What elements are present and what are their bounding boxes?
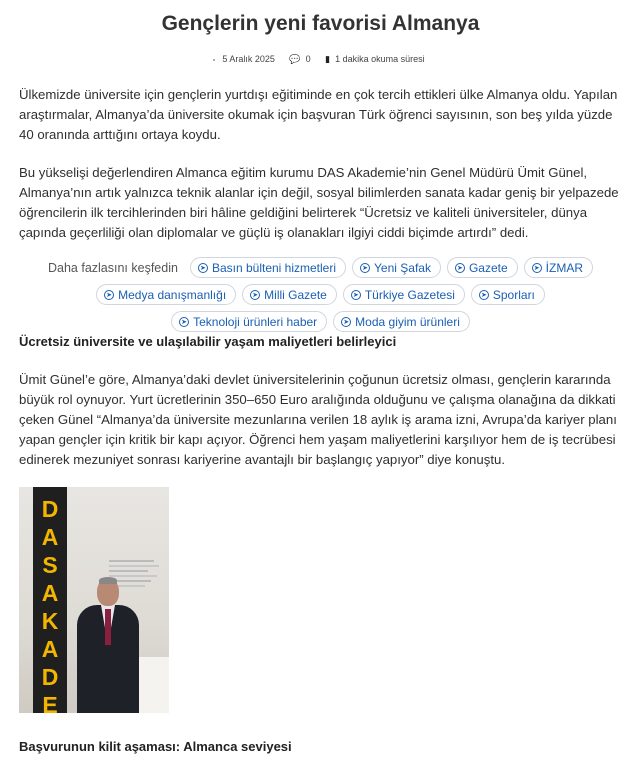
chip-link[interactable]: ➤ İZMAR — [524, 257, 593, 278]
article-date: 5 Aralık 2025 — [222, 54, 275, 64]
article-title: Gençlerin yeni favorisi Almanya — [161, 12, 480, 35]
dot-icon — [213, 59, 215, 61]
comment-count: 0 — [305, 54, 311, 64]
photo-sign-letter: S — [42, 552, 58, 578]
photo-sign-letter: D — [41, 664, 59, 690]
chip-link[interactable]: ➤ Medya danışmanlığı — [96, 284, 236, 305]
paragraph-intro: Ülkemizde üniversite için gençlerin yurtdışı eğitiminde en çok tercih ettikleri ülke Almanya oldu. Yapılan araştırmalar, Almanya’da üniversite okumak için başvuran Türk öğrenci sayısının, son beş yılda yüzde 40 oranında arttığını ortaya koydu. — [19, 87, 618, 142]
arrow-circle-icon: ➤ — [341, 317, 351, 327]
arrow-circle-icon: ➤ — [360, 263, 370, 273]
section-heading: Ücretsiz üniversite ve ulaşılabilir yaşam maliyetleri belirleyici — [19, 334, 397, 349]
discover-label: Daha fazlasını keşfedin — [48, 260, 178, 275]
photo-sign-letter: A — [41, 636, 59, 662]
section-heading-2: Başvurunun kilit aşaması: Almanca seviyesi — [19, 739, 292, 754]
discover-more — [0, 257, 641, 338]
chip-link[interactable]: ➤ Yeni Şafak — [352, 257, 441, 278]
comment-icon: 💬 — [289, 54, 301, 64]
chip-link[interactable]: ➤ Gazete — [447, 257, 518, 278]
article-meta — [0, 54, 641, 65]
comments-link[interactable] — [286, 54, 313, 64]
arrow-circle-icon: ➤ — [351, 290, 361, 300]
photo-sign-letter: A — [41, 524, 59, 550]
read-time-item — [322, 54, 428, 64]
chip-link[interactable]: ➤ Sporları — [471, 284, 545, 305]
paragraph-costs: Ümit Günel’e göre, Almanya’daki devlet üniversitelerinin çoğunun ücretsiz olması, gençlerin kararında büyük rol oynuyor. Yurt ücretlerinin 350–650 Euro aralığında olduğunu ve çalışma olanağına da dikkati çeken Günel “Almanya’da üniversite mezunlarına verilen 18 aylık iş arama izni, Avrupa’da kariyer planı yapan gençler için kritik bir kapı açıyor. Öğrenci hem yaşam maliyetlerini karşılıyor hem de iş tecrübesi edinerek mezuniyet sonrası kariyerine avantajlı bir başlangıç yapıyor” diye konuştu. — [19, 372, 617, 467]
arrow-circle-icon: ➤ — [198, 263, 208, 273]
photo-sign-letter: A — [41, 580, 59, 606]
photo-hair — [99, 577, 117, 584]
bookmark-icon: ▮ — [325, 54, 331, 64]
arrow-circle-icon: ➤ — [532, 263, 542, 273]
chip-link[interactable]: ➤ Basın bülteni hizmetleri — [190, 257, 346, 278]
photo-sign-letter: D — [41, 496, 59, 522]
chip-link[interactable]: ➤ Teknoloji ürünleri haber — [171, 311, 327, 332]
photo-sign-letters — [35, 495, 65, 713]
photo-tie — [105, 609, 111, 645]
arrow-circle-icon: ➤ — [479, 290, 489, 300]
paragraph-quote: Bu yükselişi değerlendiren Almanca eğitim kurumu DAS Akademie’nin Genel Müdürü Ümit Günel, Almanya’nın artık yalnızca teknik alanlar için değil, sosyal bilimlerden sanata kadar geniş bir yelpazede öğrencilerin ilk tercihlerinden biri hâline geldiğini belirterek “Ücretsiz ve kaliteli üniversiteler, dünya çapında geçerliliği olan diplomalar ve güçlü iş olanakları ilgiyi ciddi biçimde artırdı” dedi. — [19, 165, 619, 240]
chip-link[interactable]: ➤ Türkiye Gazetesi — [343, 284, 465, 305]
chip-link[interactable]: ➤ Milli Gazete — [242, 284, 337, 305]
photo-sign-letter: E — [42, 692, 58, 713]
arrow-circle-icon: ➤ — [455, 263, 465, 273]
read-time: 1 dakika okuma süresi — [335, 54, 425, 64]
chip-link[interactable]: ➤ Moda giyim ürünleri — [333, 311, 470, 332]
arrow-circle-icon: ➤ — [179, 317, 189, 327]
photo-sign-letter: K — [41, 608, 59, 634]
arrow-circle-icon: ➤ — [104, 290, 114, 300]
arrow-circle-icon: ➤ — [250, 290, 260, 300]
date-item — [213, 54, 278, 64]
article-photo — [19, 487, 169, 713]
